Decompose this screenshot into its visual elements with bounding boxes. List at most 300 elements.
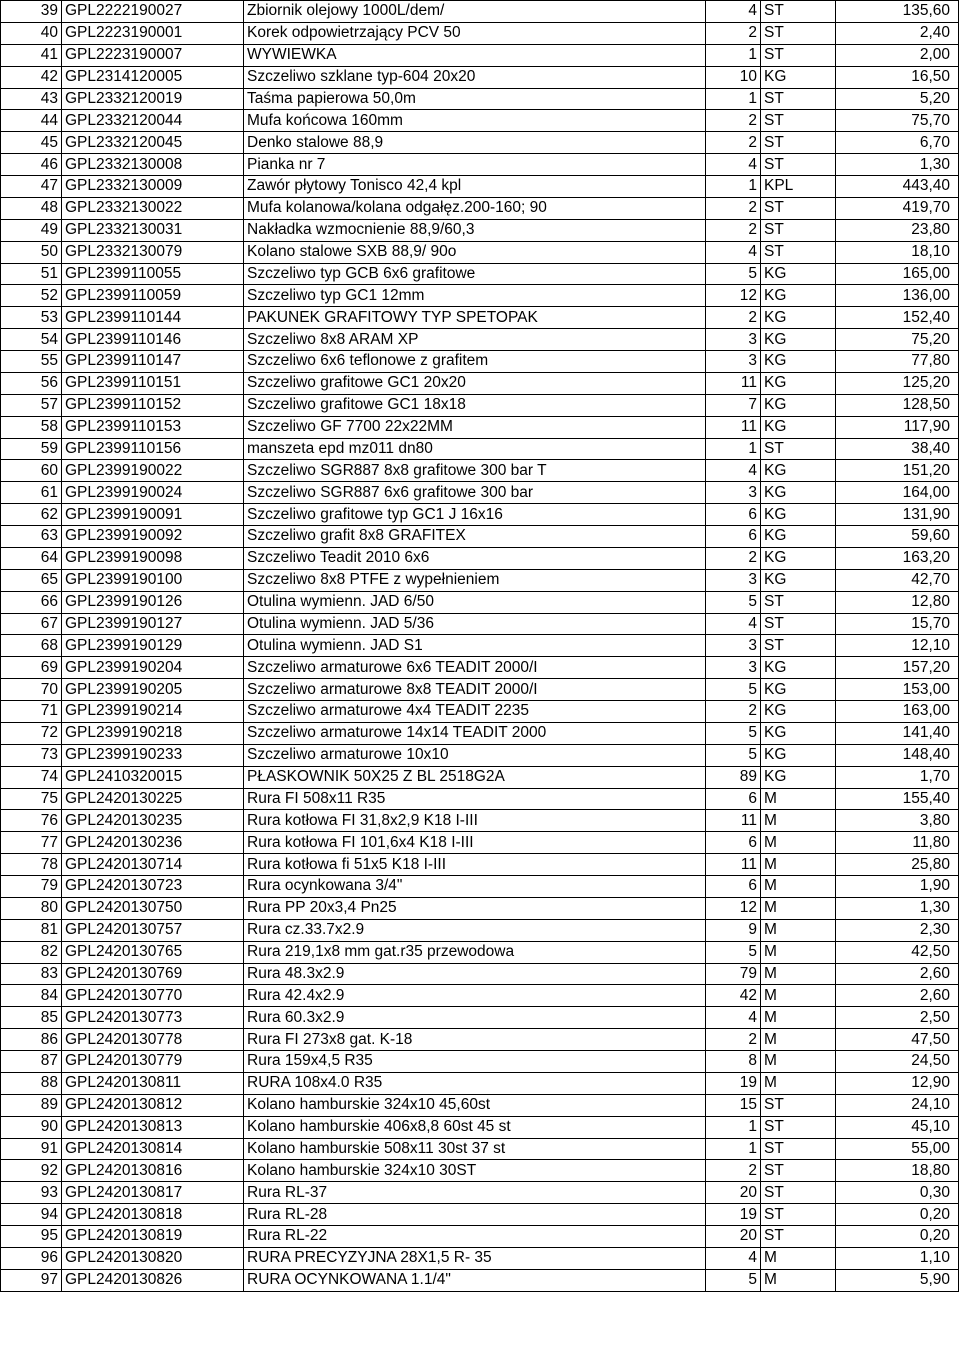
item-code-cell: GPL2399190204 <box>62 657 244 679</box>
item-name-cell: Kolano stalowe SXB 88,9/ 90o <box>244 241 706 263</box>
row-number-cell: 94 <box>1 1204 62 1226</box>
table-row <box>1 941 959 963</box>
unit-cell: ST <box>761 1182 836 1204</box>
item-code-cell: GPL2399110147 <box>62 351 244 373</box>
unit-cell: KG <box>761 285 836 307</box>
item-name-cell: Kolano hamburskie 324x10 45,60st <box>244 1094 706 1116</box>
quantity-cell: 2 <box>706 197 761 219</box>
item-name-cell: Szczeliwo szklane typ-604 20x20 <box>244 66 706 88</box>
quantity-cell: 79 <box>706 963 761 985</box>
item-name-cell: Rura FI 273x8 gat. K-18 <box>244 1029 706 1051</box>
item-code-cell: GPL2223190007 <box>62 44 244 66</box>
table-row <box>1 372 959 394</box>
unit-cell: M <box>761 919 836 941</box>
quantity-cell: 5 <box>706 744 761 766</box>
quantity-cell: 6 <box>706 788 761 810</box>
value-cell: 5,90 <box>836 1269 959 1291</box>
item-name-cell: Rura RL-28 <box>244 1204 706 1226</box>
unit-cell: KG <box>761 66 836 88</box>
value-cell: 155,40 <box>836 788 959 810</box>
item-code-cell: GPL2399190218 <box>62 722 244 744</box>
quantity-cell: 20 <box>706 1182 761 1204</box>
value-cell: 59,60 <box>836 526 959 548</box>
item-name-cell: PŁASKOWNIK 50X25 Z BL 2518G2A <box>244 766 706 788</box>
unit-cell: M <box>761 876 836 898</box>
value-cell: 55,00 <box>836 1138 959 1160</box>
item-name-cell: Rura kotłowa fi 51x5 K18 I-III <box>244 854 706 876</box>
table-row <box>1 526 959 548</box>
quantity-cell: 11 <box>706 810 761 832</box>
unit-cell: M <box>761 941 836 963</box>
quantity-cell: 5 <box>706 1269 761 1291</box>
table-row <box>1 1160 959 1182</box>
unit-cell: ST <box>761 1094 836 1116</box>
quantity-cell: 2 <box>706 110 761 132</box>
quantity-cell: 3 <box>706 635 761 657</box>
item-name-cell: RURA OCYNKOWANA 1.1/4" <box>244 1269 706 1291</box>
row-number-cell: 95 <box>1 1226 62 1248</box>
item-code-cell: GPL2399190098 <box>62 547 244 569</box>
value-cell: 165,00 <box>836 263 959 285</box>
value-cell: 2,00 <box>836 44 959 66</box>
table-row <box>1 547 959 569</box>
item-name-cell: Zbiornik olejowy 1000L/dem/ <box>244 1 706 23</box>
quantity-cell: 2 <box>706 307 761 329</box>
value-cell: 15,70 <box>836 613 959 635</box>
table-row <box>1 635 959 657</box>
table-row <box>1 985 959 1007</box>
row-number-cell: 62 <box>1 504 62 526</box>
item-code-cell: GPL2222190027 <box>62 1 244 23</box>
table-row <box>1 132 959 154</box>
row-number-cell: 89 <box>1 1094 62 1116</box>
value-cell: 11,80 <box>836 832 959 854</box>
unit-cell: ST <box>761 1 836 23</box>
value-cell: 117,90 <box>836 416 959 438</box>
table-row <box>1 1051 959 1073</box>
item-code-cell: GPL2420130723 <box>62 876 244 898</box>
unit-cell: KG <box>761 547 836 569</box>
unit-cell: ST <box>761 1138 836 1160</box>
item-name-cell: Szczeliwo 8x8 PTFE z wypełnieniem <box>244 569 706 591</box>
quantity-cell: 2 <box>706 701 761 723</box>
quantity-cell: 4 <box>706 1007 761 1029</box>
unit-cell: ST <box>761 44 836 66</box>
item-code-cell: GPL2399190214 <box>62 701 244 723</box>
unit-cell: M <box>761 897 836 919</box>
quantity-cell: 2 <box>706 219 761 241</box>
unit-cell: ST <box>761 154 836 176</box>
item-code-cell: GPL2399110059 <box>62 285 244 307</box>
item-name-cell: Rura RL-37 <box>244 1182 706 1204</box>
table-row <box>1 657 959 679</box>
table-row <box>1 504 959 526</box>
row-number-cell: 75 <box>1 788 62 810</box>
quantity-cell: 4 <box>706 613 761 635</box>
row-number-cell: 64 <box>1 547 62 569</box>
row-number-cell: 51 <box>1 263 62 285</box>
row-number-cell: 69 <box>1 657 62 679</box>
unit-cell: M <box>761 1269 836 1291</box>
quantity-cell: 2 <box>706 132 761 154</box>
value-cell: 1,70 <box>836 766 959 788</box>
item-name-cell: RURA PRECYZYJNA 28X1,5 R- 35 <box>244 1247 706 1269</box>
value-cell: 131,90 <box>836 504 959 526</box>
row-number-cell: 66 <box>1 591 62 613</box>
item-code-cell: GPL2399190022 <box>62 460 244 482</box>
value-cell: 2,60 <box>836 985 959 1007</box>
row-number-cell: 67 <box>1 613 62 635</box>
quantity-cell: 1 <box>706 44 761 66</box>
quantity-cell: 8 <box>706 1051 761 1073</box>
quantity-cell: 9 <box>706 919 761 941</box>
table-row <box>1 394 959 416</box>
table-row <box>1 788 959 810</box>
unit-cell: KG <box>761 722 836 744</box>
item-code-cell: GPL2420130819 <box>62 1226 244 1248</box>
quantity-cell: 2 <box>706 1160 761 1182</box>
unit-cell: M <box>761 1029 836 1051</box>
item-name-cell: Szczeliwo GF 7700 22x22MM <box>244 416 706 438</box>
unit-cell: KG <box>761 372 836 394</box>
item-code-cell: GPL2420130813 <box>62 1116 244 1138</box>
item-name-cell: Rura 60.3x2.9 <box>244 1007 706 1029</box>
quantity-cell: 19 <box>706 1204 761 1226</box>
value-cell: 136,00 <box>836 285 959 307</box>
row-number-cell: 65 <box>1 569 62 591</box>
quantity-cell: 7 <box>706 394 761 416</box>
table-row <box>1 110 959 132</box>
item-code-cell: GPL2332120044 <box>62 110 244 132</box>
row-number-cell: 97 <box>1 1269 62 1291</box>
row-number-cell: 60 <box>1 460 62 482</box>
unit-cell: ST <box>761 1226 836 1248</box>
table-row <box>1 679 959 701</box>
row-number-cell: 68 <box>1 635 62 657</box>
unit-cell: KG <box>761 744 836 766</box>
quantity-cell: 1 <box>706 438 761 460</box>
table-row <box>1 329 959 351</box>
item-name-cell: Szczeliwo grafitowe GC1 18x18 <box>244 394 706 416</box>
value-cell: 2,50 <box>836 1007 959 1029</box>
table-row <box>1 460 959 482</box>
value-cell: 0,30 <box>836 1182 959 1204</box>
quantity-cell: 6 <box>706 526 761 548</box>
item-code-cell: GPL2399110146 <box>62 329 244 351</box>
value-cell: 18,10 <box>836 241 959 263</box>
item-name-cell: Pianka nr 7 <box>244 154 706 176</box>
item-name-cell: Szczeliwo SGR887 6x6 grafitowe 300 bar <box>244 482 706 504</box>
unit-cell: KG <box>761 329 836 351</box>
item-code-cell: GPL2420130236 <box>62 832 244 854</box>
table-row <box>1 44 959 66</box>
quantity-cell: 11 <box>706 416 761 438</box>
unit-cell: M <box>761 1247 836 1269</box>
value-cell: 3,80 <box>836 810 959 832</box>
quantity-cell: 3 <box>706 351 761 373</box>
item-name-cell: Rura RL-22 <box>244 1226 706 1248</box>
quantity-cell: 1 <box>706 1116 761 1138</box>
unit-cell: KG <box>761 263 836 285</box>
value-cell: 1,30 <box>836 154 959 176</box>
quantity-cell: 6 <box>706 504 761 526</box>
item-name-cell: Szczeliwo armaturowe 8x8 TEADIT 2000/I <box>244 679 706 701</box>
value-cell: 157,20 <box>836 657 959 679</box>
value-cell: 419,70 <box>836 197 959 219</box>
quantity-cell: 5 <box>706 591 761 613</box>
item-name-cell: Korek odpowietrzający PCV 50 <box>244 22 706 44</box>
item-name-cell: Rura 48.3x2.9 <box>244 963 706 985</box>
row-number-cell: 90 <box>1 1116 62 1138</box>
table-row <box>1 88 959 110</box>
row-number-cell: 96 <box>1 1247 62 1269</box>
table-row <box>1 963 959 985</box>
value-cell: 23,80 <box>836 219 959 241</box>
quantity-cell: 10 <box>706 66 761 88</box>
row-number-cell: 49 <box>1 219 62 241</box>
row-number-cell: 43 <box>1 88 62 110</box>
item-name-cell: Szczeliwo 8x8 ARAM XP <box>244 329 706 351</box>
item-name-cell: Mufa końcowa 160mm <box>244 110 706 132</box>
item-code-cell: GPL2420130765 <box>62 941 244 963</box>
row-number-cell: 81 <box>1 919 62 941</box>
table-row <box>1 263 959 285</box>
row-number-cell: 86 <box>1 1029 62 1051</box>
item-code-cell: GPL2420130714 <box>62 854 244 876</box>
table-row <box>1 744 959 766</box>
table-row <box>1 876 959 898</box>
row-number-cell: 91 <box>1 1138 62 1160</box>
item-code-cell: GPL2332130079 <box>62 241 244 263</box>
quantity-cell: 89 <box>706 766 761 788</box>
quantity-cell: 15 <box>706 1094 761 1116</box>
value-cell: 16,50 <box>836 66 959 88</box>
value-cell: 1,10 <box>836 1247 959 1269</box>
item-code-cell: GPL2399190129 <box>62 635 244 657</box>
quantity-cell: 1 <box>706 176 761 198</box>
unit-cell: ST <box>761 88 836 110</box>
quantity-cell: 5 <box>706 941 761 963</box>
quantity-cell: 3 <box>706 329 761 351</box>
quantity-cell: 2 <box>706 1029 761 1051</box>
table-row <box>1 307 959 329</box>
quantity-cell: 2 <box>706 547 761 569</box>
item-code-cell: GPL2420130812 <box>62 1094 244 1116</box>
row-number-cell: 80 <box>1 897 62 919</box>
quantity-cell: 1 <box>706 88 761 110</box>
item-name-cell: Otulina wymienn. JAD 5/36 <box>244 613 706 635</box>
quantity-cell: 6 <box>706 876 761 898</box>
item-code-cell: GPL2223190001 <box>62 22 244 44</box>
quantity-cell: 4 <box>706 241 761 263</box>
quantity-cell: 11 <box>706 854 761 876</box>
unit-cell: ST <box>761 438 836 460</box>
unit-cell: KG <box>761 416 836 438</box>
table-row <box>1 482 959 504</box>
item-name-cell: Szczeliwo armaturowe 6x6 TEADIT 2000/I <box>244 657 706 679</box>
row-number-cell: 87 <box>1 1051 62 1073</box>
quantity-cell: 19 <box>706 1072 761 1094</box>
item-code-cell: GPL2399190024 <box>62 482 244 504</box>
table-row <box>1 351 959 373</box>
value-cell: 75,70 <box>836 110 959 132</box>
quantity-cell: 12 <box>706 285 761 307</box>
quantity-cell: 2 <box>706 22 761 44</box>
item-name-cell: Szczeliwo Teadit 2010 6x6 <box>244 547 706 569</box>
value-cell: 163,00 <box>836 701 959 723</box>
quantity-cell: 5 <box>706 722 761 744</box>
item-name-cell: Rura 159x4,5 R35 <box>244 1051 706 1073</box>
quantity-cell: 20 <box>706 1226 761 1248</box>
value-cell: 25,80 <box>836 854 959 876</box>
value-cell: 2,40 <box>836 22 959 44</box>
table-row <box>1 766 959 788</box>
row-number-cell: 44 <box>1 110 62 132</box>
quantity-cell: 12 <box>706 897 761 919</box>
value-cell: 5,20 <box>836 88 959 110</box>
item-code-cell: GPL2420130814 <box>62 1138 244 1160</box>
value-cell: 77,80 <box>836 351 959 373</box>
row-number-cell: 61 <box>1 482 62 504</box>
row-number-cell: 78 <box>1 854 62 876</box>
quantity-cell: 4 <box>706 460 761 482</box>
row-number-cell: 63 <box>1 526 62 548</box>
row-number-cell: 85 <box>1 1007 62 1029</box>
unit-cell: M <box>761 985 836 1007</box>
table-row <box>1 1247 959 1269</box>
item-name-cell: Denko stalowe 88,9 <box>244 132 706 154</box>
value-cell: 135,60 <box>836 1 959 23</box>
quantity-cell: 4 <box>706 1 761 23</box>
quantity-cell: 5 <box>706 679 761 701</box>
item-code-cell: GPL2399190092 <box>62 526 244 548</box>
table-row <box>1 1204 959 1226</box>
unit-cell: M <box>761 1007 836 1029</box>
item-code-cell: GPL2399110151 <box>62 372 244 394</box>
item-name-cell: Szczeliwo armaturowe 10x10 <box>244 744 706 766</box>
row-number-cell: 58 <box>1 416 62 438</box>
item-code-cell: GPL2420130817 <box>62 1182 244 1204</box>
item-code-cell: GPL2420130773 <box>62 1007 244 1029</box>
row-number-cell: 74 <box>1 766 62 788</box>
item-name-cell: Kolano hamburskie 508x11 30st 37 st <box>244 1138 706 1160</box>
row-number-cell: 82 <box>1 941 62 963</box>
item-code-cell: GPL2399190091 <box>62 504 244 526</box>
table-row <box>1 197 959 219</box>
table-row <box>1 416 959 438</box>
item-name-cell: Szczeliwo grafit 8x8 GRAFITEX <box>244 526 706 548</box>
row-number-cell: 41 <box>1 44 62 66</box>
item-name-cell: PAKUNEK GRAFITOWY TYP SPETOPAK <box>244 307 706 329</box>
item-code-cell: GPL2332130031 <box>62 219 244 241</box>
item-code-cell: GPL2332130008 <box>62 154 244 176</box>
item-name-cell: Rura PP 20x3,4 Pn25 <box>244 897 706 919</box>
unit-cell: M <box>761 832 836 854</box>
table-row <box>1 701 959 723</box>
row-number-cell: 47 <box>1 176 62 198</box>
item-code-cell: GPL2420130225 <box>62 788 244 810</box>
item-code-cell: GPL2420130820 <box>62 1247 244 1269</box>
value-cell: 42,50 <box>836 941 959 963</box>
item-code-cell: GPL2399190205 <box>62 679 244 701</box>
row-number-cell: 76 <box>1 810 62 832</box>
unit-cell: KG <box>761 679 836 701</box>
value-cell: 42,70 <box>836 569 959 591</box>
table-row <box>1 176 959 198</box>
row-number-cell: 42 <box>1 66 62 88</box>
item-name-cell: Otulina wymienn. JAD S1 <box>244 635 706 657</box>
item-code-cell: GPL2399110153 <box>62 416 244 438</box>
value-cell: 6,70 <box>836 132 959 154</box>
value-cell: 0,20 <box>836 1204 959 1226</box>
unit-cell: M <box>761 1072 836 1094</box>
item-code-cell: GPL2399190233 <box>62 744 244 766</box>
quantity-cell: 1 <box>706 1138 761 1160</box>
item-code-cell: GPL2420130816 <box>62 1160 244 1182</box>
quantity-cell: 11 <box>706 372 761 394</box>
unit-cell: ST <box>761 197 836 219</box>
row-number-cell: 39 <box>1 1 62 23</box>
item-name-cell: Rura ocynkowana 3/4" <box>244 876 706 898</box>
item-name-cell: Rura kotłowa FI 101,6x4 K18 I-III <box>244 832 706 854</box>
unit-cell: M <box>761 810 836 832</box>
item-name-cell: Rura kotłowa FI 31,8x2,9 K18 I-III <box>244 810 706 832</box>
row-number-cell: 71 <box>1 701 62 723</box>
row-number-cell: 45 <box>1 132 62 154</box>
unit-cell: ST <box>761 1116 836 1138</box>
unit-cell: ST <box>761 22 836 44</box>
table-row <box>1 1269 959 1291</box>
table-row <box>1 569 959 591</box>
row-number-cell: 93 <box>1 1182 62 1204</box>
item-name-cell: RURA 108x4.0 R35 <box>244 1072 706 1094</box>
unit-cell: KG <box>761 482 836 504</box>
row-number-cell: 84 <box>1 985 62 1007</box>
row-number-cell: 77 <box>1 832 62 854</box>
unit-cell: ST <box>761 241 836 263</box>
row-number-cell: 53 <box>1 307 62 329</box>
row-number-cell: 57 <box>1 394 62 416</box>
table-row <box>1 613 959 635</box>
table-row <box>1 810 959 832</box>
item-code-cell: GPL2420130779 <box>62 1051 244 1073</box>
item-name-cell: Nakładka wzmocnienie 88,9/60,3 <box>244 219 706 241</box>
unit-cell: ST <box>761 613 836 635</box>
item-code-cell: GPL2420130750 <box>62 897 244 919</box>
item-name-cell: WYWIEWKA <box>244 44 706 66</box>
value-cell: 2,60 <box>836 963 959 985</box>
unit-cell: KG <box>761 394 836 416</box>
row-number-cell: 56 <box>1 372 62 394</box>
unit-cell: ST <box>761 1160 836 1182</box>
unit-cell: KG <box>761 504 836 526</box>
value-cell: 2,30 <box>836 919 959 941</box>
table-row <box>1 919 959 941</box>
item-code-cell: GPL2420130757 <box>62 919 244 941</box>
row-number-cell: 92 <box>1 1160 62 1182</box>
item-code-cell: GPL2332120019 <box>62 88 244 110</box>
value-cell: 38,40 <box>836 438 959 460</box>
item-name-cell: Kolano hamburskie 406x8,8 60st 45 st <box>244 1116 706 1138</box>
quantity-cell: 3 <box>706 569 761 591</box>
item-name-cell: Szczeliwo SGR887 8x8 grafitowe 300 bar T <box>244 460 706 482</box>
row-number-cell: 54 <box>1 329 62 351</box>
table-row <box>1 854 959 876</box>
item-name-cell: Otulina wymienn. JAD 6/50 <box>244 591 706 613</box>
unit-cell: ST <box>761 132 836 154</box>
table-row <box>1 1182 959 1204</box>
value-cell: 75,20 <box>836 329 959 351</box>
